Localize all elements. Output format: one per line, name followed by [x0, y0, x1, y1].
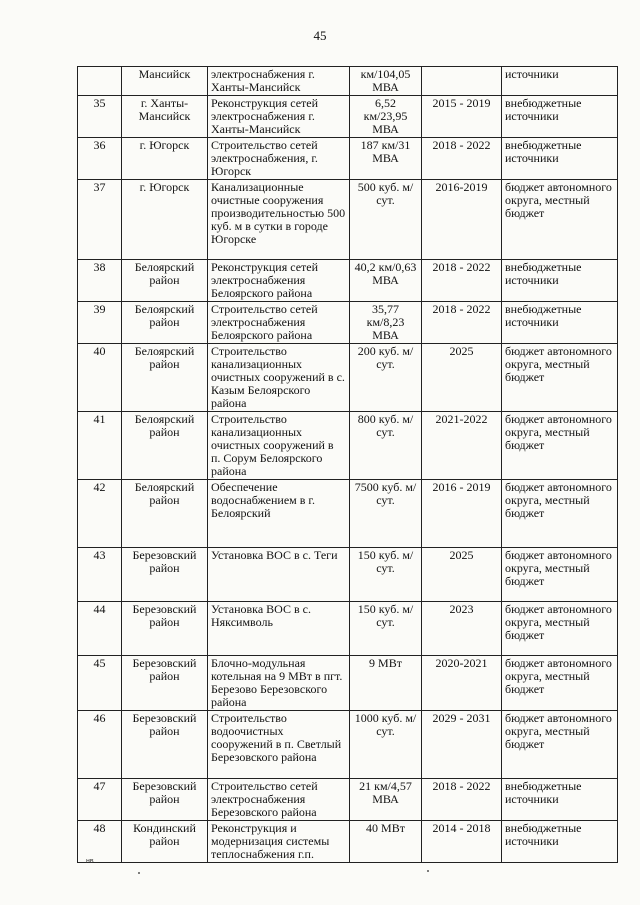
cell-project-description: Обеспечение водоснабжением в г. Белоярский: [208, 480, 350, 548]
cell-row-number: 35: [78, 96, 122, 138]
cell-project-description: Реконструкция сетей электроснабжения г. Ханты-Мансийск: [208, 96, 350, 138]
cell-project-description: Строительство сетей электроснабжения Белоярского района: [208, 302, 350, 344]
footer-mark: нв: [86, 858, 94, 865]
cell-row-number: [78, 67, 122, 96]
cell-capacity: 6,52 км/23,95 МВА: [350, 96, 422, 138]
cell-row-number: 37: [78, 180, 122, 260]
scan-speck: [427, 870, 429, 872]
scan-speck: [138, 872, 140, 874]
table-row: [78, 302, 618, 344]
cell-funding-source: внебюджетные источники: [502, 302, 618, 344]
cell-funding-source: внебюджетные источники: [502, 138, 618, 180]
table-body: [78, 67, 618, 863]
table-row: [78, 67, 618, 96]
cell-funding-source: внебюджетные источники: [502, 260, 618, 302]
cell-row-number: 41: [78, 412, 122, 480]
cell-implementation-years: 2020-2021: [422, 656, 502, 711]
cell-row-number: 48: [78, 821, 122, 863]
cell-municipality: Березовский район: [122, 602, 208, 656]
table-row: [78, 656, 618, 711]
cell-implementation-years: 2016 - 2019: [422, 480, 502, 548]
cell-capacity: 9 МВт: [350, 656, 422, 711]
cell-implementation-years: 2029 - 2031: [422, 711, 502, 779]
cell-capacity: 150 куб. м/сут.: [350, 602, 422, 656]
cell-funding-source: бюджет автономного округа, местный бюджет: [502, 480, 618, 548]
cell-funding-source: источники: [502, 67, 618, 96]
cell-capacity: 7500 куб. м/сут.: [350, 480, 422, 548]
cell-implementation-years: [422, 67, 502, 96]
cell-project-description: Реконструкция и модернизация системы теплоснабжения г.п.: [208, 821, 350, 863]
cell-project-description: Блочно-модульная котельная на 9 МВт в пгт. Березово Березовского района: [208, 656, 350, 711]
cell-capacity: 21 км/4,57 МВА: [350, 779, 422, 821]
table-row: [78, 821, 618, 863]
cell-row-number: 39: [78, 302, 122, 344]
cell-row-number: 36: [78, 138, 122, 180]
cell-capacity: 40,2 км/0,63 МВА: [350, 260, 422, 302]
cell-implementation-years: 2023: [422, 602, 502, 656]
table-row: [78, 548, 618, 602]
cell-capacity: км/104,05 МВА: [350, 67, 422, 96]
cell-funding-source: внебюджетные источники: [502, 779, 618, 821]
cell-capacity: 1000 куб. м/сут.: [350, 711, 422, 779]
cell-project-description: электроснабжения г. Ханты-Мансийск: [208, 67, 350, 96]
cell-capacity: 200 куб. м/сут.: [350, 344, 422, 412]
cell-project-description: Строительство сетей электроснабжения Березовского района: [208, 779, 350, 821]
table-row: [78, 138, 618, 180]
cell-project-description: Реконструкция сетей электроснабжения Белоярского района: [208, 260, 350, 302]
cell-capacity: 40 МВт: [350, 821, 422, 863]
cell-implementation-years: 2018 - 2022: [422, 138, 502, 180]
cell-implementation-years: 2015 - 2019: [422, 96, 502, 138]
table-row: [78, 180, 618, 260]
table-row: [78, 602, 618, 656]
cell-municipality: Белоярский район: [122, 344, 208, 412]
table-row: [78, 779, 618, 821]
cell-municipality: Кондинский район: [122, 821, 208, 863]
cell-row-number: 40: [78, 344, 122, 412]
cell-municipality: Белоярский район: [122, 302, 208, 344]
cell-project-description: Строительство водоочистных сооружений в п. Светлый Березовского района: [208, 711, 350, 779]
cell-funding-source: бюджет автономного округа, местный бюджет: [502, 602, 618, 656]
cell-capacity: 800 куб. м/сут.: [350, 412, 422, 480]
cell-municipality: Березовский район: [122, 548, 208, 602]
cell-implementation-years: 2018 - 2022: [422, 260, 502, 302]
cell-municipality: Березовский район: [122, 656, 208, 711]
cell-funding-source: внебюджетные источники: [502, 96, 618, 138]
cell-funding-source: бюджет автономного округа, местный бюджет: [502, 412, 618, 480]
cell-implementation-years: 2018 - 2022: [422, 302, 502, 344]
cell-funding-source: бюджет автономного округа, местный бюджет: [502, 656, 618, 711]
table-row: [78, 260, 618, 302]
cell-capacity: 35,77 км/8,23 МВА: [350, 302, 422, 344]
cell-municipality: г. Югорск: [122, 138, 208, 180]
cell-implementation-years: 2025: [422, 548, 502, 602]
cell-funding-source: бюджет автономного округа, местный бюджет: [502, 711, 618, 779]
cell-project-description: Строительство сетей электроснабжения, г. Югорск: [208, 138, 350, 180]
cell-row-number: 42: [78, 480, 122, 548]
cell-project-description: Строительство канализационных очистных сооружений в п. Сорум Белоярского района: [208, 412, 350, 480]
infrastructure-table: [77, 66, 618, 863]
cell-funding-source: бюджет автономного округа, местный бюджет: [502, 344, 618, 412]
cell-project-description: Строительство канализационных очистных сооружений в с. Казым Белоярского района: [208, 344, 350, 412]
cell-implementation-years: 2025: [422, 344, 502, 412]
page-number: 45: [313, 28, 327, 43]
cell-municipality: Березовский район: [122, 779, 208, 821]
cell-implementation-years: 2021-2022: [422, 412, 502, 480]
cell-capacity: 150 куб. м/сут.: [350, 548, 422, 602]
cell-project-description: Канализационные очистные сооружения производительностью 500 куб. м в сутки в городе Югорске: [208, 180, 350, 260]
cell-municipality: Белоярский район: [122, 480, 208, 548]
cell-row-number: 47: [78, 779, 122, 821]
table-row: [78, 711, 618, 779]
cell-funding-source: внебюджетные источники: [502, 821, 618, 863]
cell-capacity: 500 куб. м/сут.: [350, 180, 422, 260]
table-row: [78, 96, 618, 138]
cell-municipality: Белоярский район: [122, 260, 208, 302]
cell-project-description: Установка ВОС в с. Няксимволь: [208, 602, 350, 656]
cell-implementation-years: 2016-2019: [422, 180, 502, 260]
table-row: [78, 344, 618, 412]
cell-municipality: Березовский район: [122, 711, 208, 779]
cell-implementation-years: 2018 - 2022: [422, 779, 502, 821]
cell-municipality: г. Югорск: [122, 180, 208, 260]
cell-project-description: Установка ВОС в с. Теги: [208, 548, 350, 602]
cell-implementation-years: 2014 - 2018: [422, 821, 502, 863]
cell-municipality: г. Ханты-Мансийск: [122, 96, 208, 138]
cell-funding-source: бюджет автономного округа, местный бюджет: [502, 548, 618, 602]
cell-capacity: 187 км/31 МВА: [350, 138, 422, 180]
cell-row-number: 43: [78, 548, 122, 602]
cell-municipality: Белоярский район: [122, 412, 208, 480]
cell-row-number: 45: [78, 656, 122, 711]
table-row: [78, 412, 618, 480]
cell-row-number: 44: [78, 602, 122, 656]
cell-funding-source: бюджет автономного округа, местный бюджет: [502, 180, 618, 260]
cell-row-number: 46: [78, 711, 122, 779]
cell-row-number: 38: [78, 260, 122, 302]
cell-municipality: Мансийск: [122, 67, 208, 96]
table-row: [78, 480, 618, 548]
